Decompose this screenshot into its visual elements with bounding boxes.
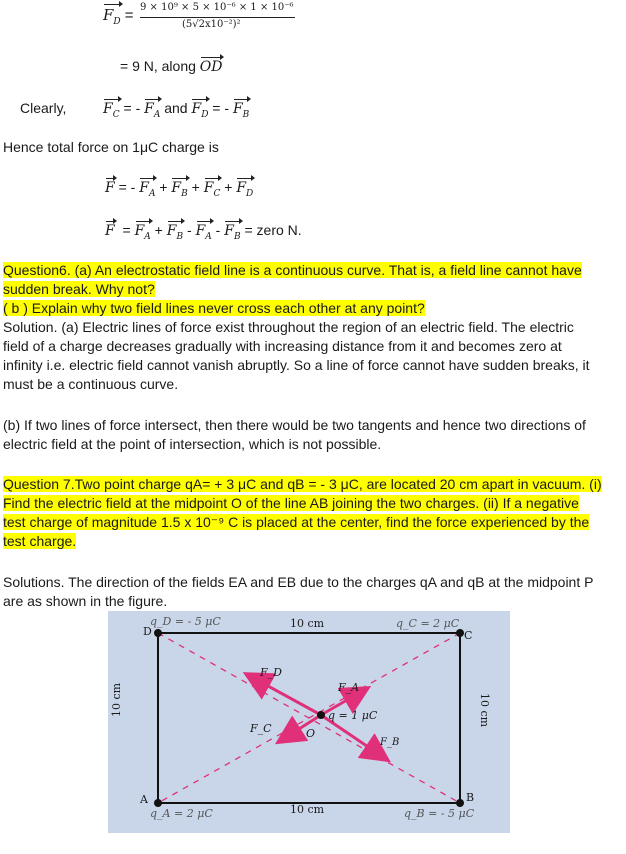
charge-square-figure xyxy=(108,611,510,833)
total-force-sentence: Hence total force on 1μC charge is xyxy=(3,139,219,155)
center-charge-dot xyxy=(317,711,325,719)
label-c: C xyxy=(464,629,473,642)
label-top-length: 10 cm xyxy=(290,617,325,630)
q6-solution-line4: must be a continuous curve. xyxy=(3,376,179,392)
q6-b-line2: electric field at the point of intersection, which is not possible. xyxy=(3,436,382,452)
equation-zero-force: $F = F_A + F_B - F_A - F_B$ = zero N. xyxy=(105,222,302,242)
q6-b-line1: (b) If two lines of force intersect, then there would be two tangents and hence two directions of xyxy=(3,417,586,433)
vector-fd: $F_D$ xyxy=(103,6,121,27)
label-qa: q_A = 2 μC xyxy=(150,807,213,820)
label-center-q: q = 1 μC xyxy=(328,709,378,722)
question-6 xyxy=(3,261,623,394)
label-a: A xyxy=(140,793,148,806)
q7-line3: test charge of magnitude 1.5 x 10⁻⁹ C is placed at the center, find the force experienced by the xyxy=(3,514,590,530)
label-bottom-length: 10 cm xyxy=(290,803,325,816)
clearly-label: Clearly, xyxy=(20,100,67,116)
label-qb: q_B = - 5 μC xyxy=(404,807,475,820)
q7-line4: test charge. xyxy=(3,533,77,549)
equation-result xyxy=(120,58,222,75)
q6-solution-line1: Solution. (a) Electric lines of force exist throughout the region of an electric field. The electric xyxy=(3,319,574,335)
label-fa: F_A xyxy=(338,681,360,694)
eq2-text: = 9 N, along xyxy=(120,58,196,74)
question-6-part-b xyxy=(3,416,623,454)
corner-d-dot xyxy=(154,629,162,637)
label-fc: F_C xyxy=(250,722,272,735)
label-right-length: 10 cm xyxy=(478,693,491,728)
q7-solution-line2: are as shown in the figure. xyxy=(3,593,168,609)
label-fb: F_B xyxy=(380,737,400,748)
equation-total-force: F = - $F_A + F_B + F_C + F_D$ xyxy=(105,179,254,199)
vector-od: OD xyxy=(199,59,223,75)
corner-a-dot xyxy=(154,799,162,807)
corner-c-dot xyxy=(456,629,464,637)
eq1-fraction-bar xyxy=(140,17,295,18)
q6-solution-line2: field of a charge decreases gradually with increasing distance from it and becomes zero at xyxy=(3,338,562,354)
eq1-numerator: 9 × 10⁹ × 5 × 10⁻⁶ × 1 × 10⁻⁶ xyxy=(140,2,294,13)
q6-line2: sudden break. Why not? xyxy=(3,281,155,297)
equation-force-d: $F_D$ = xyxy=(103,6,134,27)
corner-b-dot xyxy=(456,799,464,807)
equation-clearly: $F_C$ = - $F_A$ and $F_D$ = - $F_B$ xyxy=(103,100,250,120)
q7-line2: Find the electric field at the midpoint O of the line AB joining the two charges. (ii) If a negative xyxy=(3,495,579,511)
q6-line3: ( b ) Explain why two field lines never cross each other at any point? xyxy=(3,300,425,316)
q7-solution-line1: Solutions. The direction of the fields EA and EB due to the charges qA and qB at the midpoint P xyxy=(3,574,594,590)
label-o: O xyxy=(306,727,316,740)
arrow-fd xyxy=(248,675,321,715)
figure-svg xyxy=(108,611,510,833)
label-b: B xyxy=(466,791,475,804)
label-left-length: 10 cm xyxy=(110,682,123,717)
q6-line1: Question6. (a) An electrostatic field line is a continuous curve. That is, a field line cannot have xyxy=(3,262,582,278)
q7-line1: Question 7.Two point charge qA= + 3 μC and qB = - 3 μC, are located 20 cm apart in vacuum. (i) xyxy=(3,476,602,492)
label-qd: q_D = - 5 μC xyxy=(150,615,221,628)
label-qc: q_C = 2 μC xyxy=(396,617,460,630)
label-fd: F_D xyxy=(260,666,282,679)
question-7 xyxy=(3,475,623,551)
q6-solution-line3: infinity i.e. electric field cannot vanish abruptly. So a line of force cannot have sudden breaks, it xyxy=(3,357,590,373)
label-d: D xyxy=(143,625,152,638)
question-7-solution xyxy=(3,573,623,611)
eq1-denominator: (5√2x10⁻²)² xyxy=(182,19,241,30)
